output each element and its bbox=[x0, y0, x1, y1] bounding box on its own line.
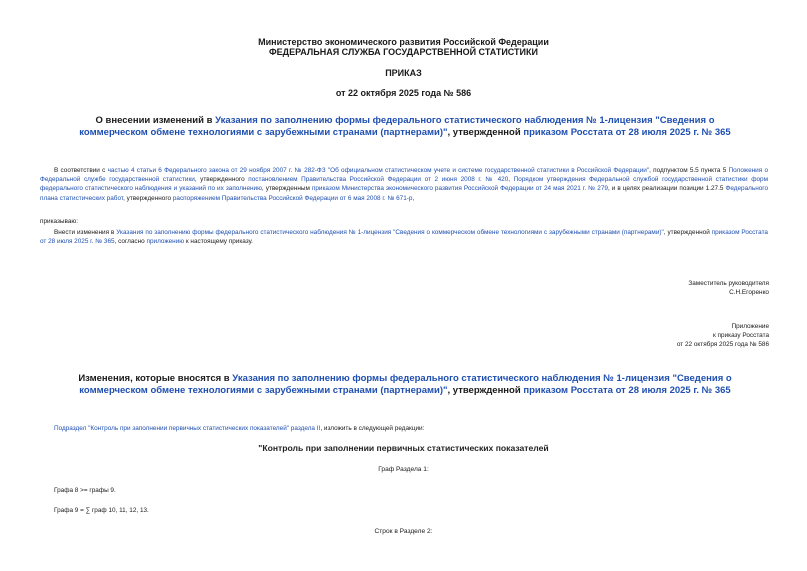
order-365-link-2[interactable]: приказом Росстата от 28 июля 2025 г. № 365 bbox=[40, 229, 768, 246]
appendix-block bbox=[677, 322, 769, 349]
preamble-paragraph: В соответствии с частью 4 статьи 6 Федерального закона от 29 ноября 2007 г. № 282-ФЗ "Об официальном статистическом учете и системе государственной статистики в Российской Федерации", подпунктом 5.5 пункта 5 Положения о Федеральной службе государственной статистики, утвержденного постановлением Правительства Российской Федерации от 2 июня 2008 г. № 420, Порядком утверждения Федеральной службой государственной статистики форм федерального статистического наблюдения и указаний по их заполнению, утвержденным приказом Министерства экономического развития Российской Федерации от 24 мая 2021 г. № 279, и в целях реализации позиции 1.27.5 Федерального плана статистических работ, утвержденного распоряжением Правительства Российской Федерации от 6 мая 2008 г. № 671-р, bbox=[40, 167, 769, 202]
doc-type: ПРИКАЗ bbox=[385, 68, 422, 78]
control-section-title: "Контроль при заполнении первичных статистических показателей bbox=[258, 443, 549, 453]
rule-1: Графа 8 >= графы 9. bbox=[54, 487, 116, 494]
subsection-link[interactable]: Подраздел "Контроль при заполнении первичных статистических показателей" раздела II bbox=[54, 425, 321, 432]
signatory-position: Заместитель руководителя bbox=[688, 280, 769, 287]
decree-420-link[interactable]: постановлением Правительства Российской Федерации от 2 июня 2008 г. № 420 bbox=[248, 176, 509, 184]
signatory-name: С.Н.Егоренко bbox=[729, 289, 769, 296]
order-365-link-3[interactable]: приказом Росстата от 28 июля 2025 г. № 365 bbox=[523, 385, 731, 396]
instructions-link[interactable]: Указания по заполнению формы федерального статистического наблюдения № 1-лицензия "Сведения о коммерческом обмене технологиями с зарубежными странами (партнерами)" bbox=[79, 115, 715, 138]
federal-plan-link[interactable]: Федерального плана статистических работ bbox=[40, 185, 769, 202]
approval-procedure-link[interactable]: Порядком утверждения Федеральной службой государственной статистики форм федерального статистического наблюдения и указаний по их заполнению bbox=[40, 176, 768, 193]
graph-section-label: Граф Раздела 1: bbox=[378, 466, 429, 473]
appendix-link[interactable]: приложению bbox=[146, 238, 185, 246]
appendix-ref: к приказу Росстата bbox=[712, 332, 769, 339]
law-282-link[interactable]: частью 4 статьи 6 Федерального закона от 29 ноября 2007 г. № 282-ФЗ "Об официальном статистическом учете и системе государственной статистики в Российской Федерации" bbox=[107, 167, 650, 174]
instructions-link-3[interactable]: Указания по заполнению формы федерального статистического наблюдения № 1-лицензия "Сведения о коммерческом обмене технологиями с зарубежными странами (партнерами)" bbox=[79, 373, 732, 396]
subsection-line: Подраздел "Контроль при заполнении первичных статистических показателей" раздела II, изложить в следующей редакции: bbox=[54, 425, 425, 432]
ministry-name: Министерство экономического развития Российской Федерации bbox=[258, 37, 549, 47]
appendix-date: от 22 октября 2025 года № 586 bbox=[676, 341, 769, 348]
rows-section-label: Строк в Разделе 2: bbox=[374, 528, 433, 535]
order-279-link[interactable]: приказом Министерства экономического развития Российской Федерации от 24 мая 2021 г. № 279 bbox=[311, 185, 608, 193]
amendment-paragraph: Внести изменения в Указания по заполнению формы федерального статистического наблюдения № 1-лицензия "Сведения о коммерческом обмене технологиями с зарубежными странами (партнерами)", утвержденной приказом Росстата от 28 июля 2025 г. № 365, согласно приложению к настоящему приказу. bbox=[40, 229, 768, 246]
order-word: приказываю: bbox=[40, 218, 78, 225]
rosstat-regulation-link[interactable]: Положения о Федеральной службе государственной статистики bbox=[40, 167, 769, 184]
changes-title: Изменения, которые вносятся в Указания по заполнению формы федерального статистического наблюдения № 1-лицензия "Сведения о коммерческом обмене технологиями с зарубежными странами (партнерами)", утвержденной приказом Росстата от 28 июля 2025 г. № 365 bbox=[78, 373, 732, 396]
service-name: ФЕДЕРАЛЬНАЯ СЛУЖБА ГОСУДАРСТВЕННОЙ СТАТИСТИКИ bbox=[269, 47, 538, 57]
rule-2: Графа 9 = ∑ граф 10, 11, 12, 13. bbox=[54, 507, 149, 514]
doc-date: от 22 октября 2025 года № 586 bbox=[335, 88, 472, 98]
order-671r-link[interactable]: распоряжением Правительства Российской Федерации от 6 мая 2008 г. № 671-р bbox=[172, 194, 413, 202]
order-365-link[interactable]: приказом Росстата от 28 июля 2025 г. № 365 bbox=[523, 127, 731, 138]
appendix-label: Приложение bbox=[731, 323, 769, 330]
instructions-link-2[interactable]: Указания по заполнению формы федерального статистического наблюдения № 1-лицензия "Сведения о коммерческом обмене технологиями с зарубежными странами (партнерами)" bbox=[116, 229, 664, 236]
order-title: О внесении изменений в Указания по заполнению формы федерального статистического наблюдения № 1-лицензия "Сведения о коммерческом обмене технологиями с зарубежными странами (партнерами)", утвержденной приказом Росстата от 28 июля 2025 г. № 365 bbox=[79, 115, 731, 138]
signature-block bbox=[688, 279, 769, 297]
